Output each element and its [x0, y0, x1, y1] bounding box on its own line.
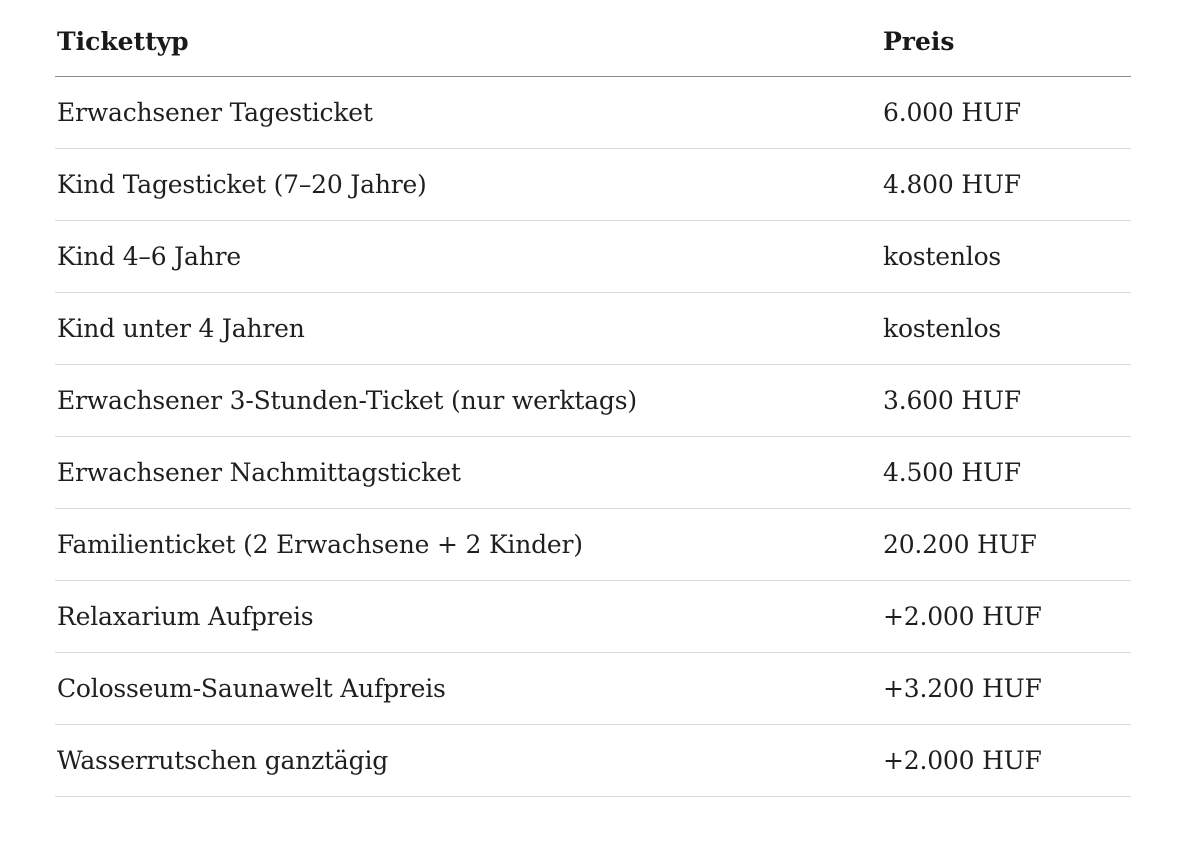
header-price: Preis: [881, 6, 1131, 77]
table-row: [55, 437, 1131, 509]
ticket-type-cell: Wasserrutschen ganztägig: [55, 725, 881, 797]
table-row: [55, 581, 1131, 653]
table-row: [55, 653, 1131, 725]
price-cell: 4.800 HUF: [881, 149, 1131, 221]
table-row: [55, 221, 1131, 293]
price-cell: kostenlos: [881, 221, 1131, 293]
price-cell: +2.000 HUF: [881, 725, 1131, 797]
ticket-type-cell: Kind unter 4 Jahren: [55, 293, 881, 365]
price-cell: 3.600 HUF: [881, 365, 1131, 437]
table-row: [55, 365, 1131, 437]
ticket-type-cell: Erwachsener Tagesticket: [55, 77, 881, 149]
ticket-type-cell: Colosseum-Saunawelt Aufpreis: [55, 653, 881, 725]
ticket-price-table: [55, 6, 1131, 797]
table-header-row: [55, 6, 1131, 77]
ticket-price-table-container: [55, 6, 1131, 797]
price-cell: 6.000 HUF: [881, 77, 1131, 149]
table-row: [55, 149, 1131, 221]
price-cell: 4.500 HUF: [881, 437, 1131, 509]
ticket-type-cell: Relaxarium Aufpreis: [55, 581, 881, 653]
header-ticket-type: Tickettyp: [55, 6, 881, 77]
ticket-type-cell: Erwachsener Nachmittagsticket: [55, 437, 881, 509]
price-cell: 20.200 HUF: [881, 509, 1131, 581]
price-cell: +3.200 HUF: [881, 653, 1131, 725]
table-row: [55, 77, 1131, 149]
ticket-type-cell: Erwachsener 3-Stunden-Ticket (nur werktags): [55, 365, 881, 437]
table-row: [55, 293, 1131, 365]
table-row: [55, 509, 1131, 581]
ticket-type-cell: Kind Tagesticket (7–20 Jahre): [55, 149, 881, 221]
price-cell: +2.000 HUF: [881, 581, 1131, 653]
ticket-type-cell: Kind 4–6 Jahre: [55, 221, 881, 293]
table-row: [55, 725, 1131, 797]
price-cell: kostenlos: [881, 293, 1131, 365]
ticket-type-cell: Familienticket (2 Erwachsene + 2 Kinder): [55, 509, 881, 581]
